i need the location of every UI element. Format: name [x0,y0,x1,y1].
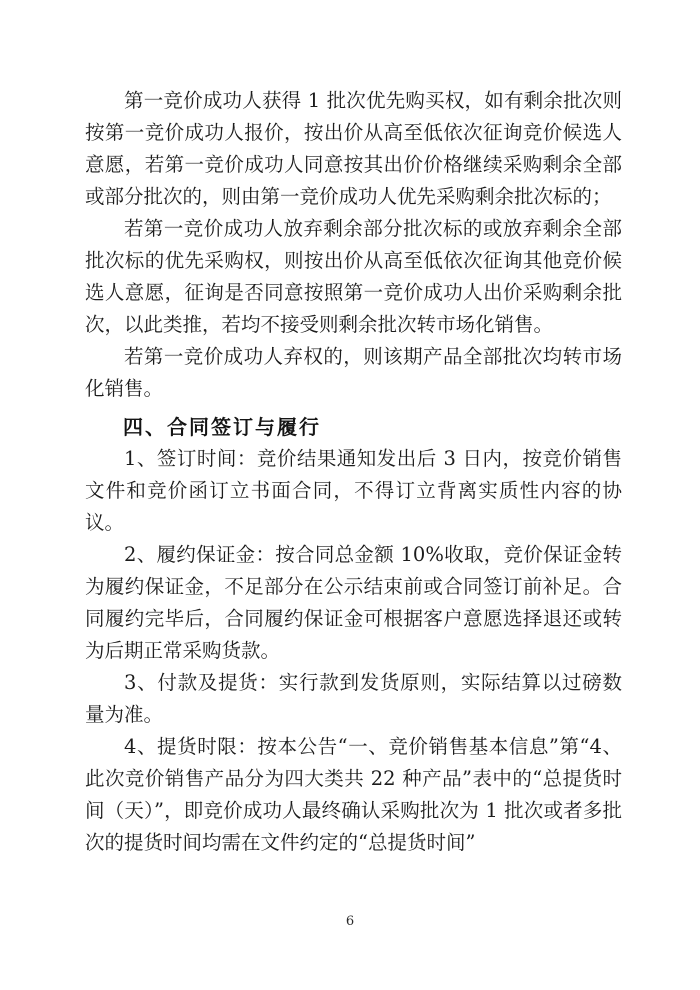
para-full-waiver-market-sale: 若第一竞价成功人弃权的，则该期产品全部批次均转市场化销售。 [85,345,622,400]
section-heading-contract-signing: 四、合同签订与履行 [123,415,321,439]
document-content [85,85,622,859]
para-payment-and-delivery: 3、付款及提货：实行款到发货原则，实际结算以过磅数量为准。 [85,671,622,726]
para-signing-time: 1、签订时间：竞价结果通知发出后 3 日内，按竞价销售文件和竞价函订立书面合同，不得订立背离实质性内容的协议。 [85,447,622,534]
para-performance-bond: 2、履约保证金：按合同总金额 10%收取，竞价保证金转为履约保证金，不足部分在公示结束前或合同签订前补足。合同履约完毕后，合同履约保证金可根据客户意愿选择退还或转为后期正常采购货款。 [85,543,622,662]
para-waive-remaining-batches: 若第一竞价成功人放弃剩余部分批次标的或放弃剩余全部批次标的优先采购权，则按出价从高至低依次征询其他竞价候选人意愿，征询是否同意按照第一竞价成功人出价采购剩余批次，以此类推，若均不接受则剩余批次转市场化销售。 [85,217,622,336]
para-first-bidder-priority: 第一竞价成功人获得 1 批次优先购买权，如有剩余批次则按第一竞价成功人报价，按出价从高至低依次征询竞价候选人意愿，若第一竞价成功人同意按其出价价格继续采购剩余全部或部分批次的，则由第一竞价成功人优先采购剩余批次标的； [85,89,622,208]
page-number: 6 [345,914,355,929]
para-pickup-deadline: 4、提货时限：按本公告“一、竞价销售基本信息”第“4、此次竞价销售产品分为四大类共 22 种产品”表中的“总提货时间（天）”，即竞价成功人最终确认采购批次为 1 批次或者多批次的提货时间均需在文件约定的“总提货时间” [85,735,622,854]
